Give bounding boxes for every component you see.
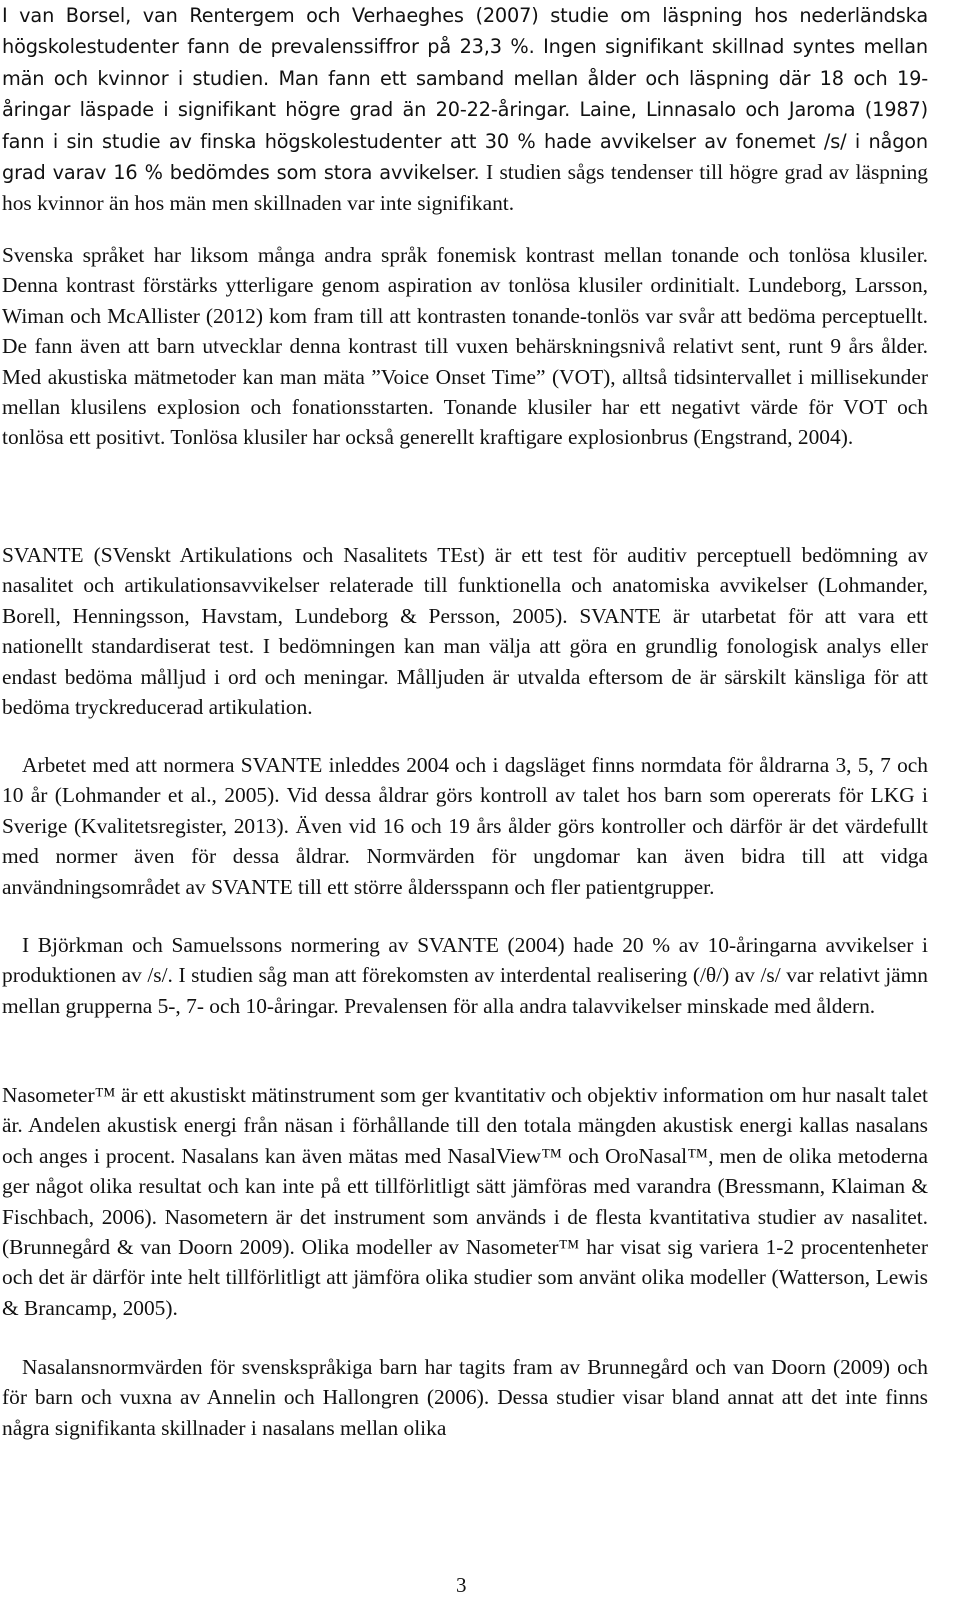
paragraph-prevalence <box>2 0 928 219</box>
paragraph-svante-description: SVANTE (SVenskt Artikulations och Nasalitets TEst) är ett test för auditiv perceptuell bedömning av nasalitet och artikulationsavvikelser relaterade till funktionella och anatomiska avvikelser (Lohmander, Borell, Henningsson, Havstam, Lundeborg & Persson, 2005). SVANTE är utarbetat för att vara ett nationellt standardiserat test. I bedömningen kan man välja att göra en grundlig fonologisk analys eller endast bedöma målljud i ord och meningar. Målljuden är utvalda eftersom de är särskilt känsliga för att bedöma tryckreducerad artikulation. <box>2 543 928 720</box>
paragraph-nasalance-norms: Nasalansnormvärden för svenskspråkiga barn har tagits fram av Brunnegård och van Doorn (2009) och för barn och vuxna av Annelin och Hallongren (2006). Dessa studier visar bland annat att det inte finns några signifikanta skillnader i nasalans mellan olika <box>2 1355 928 1440</box>
paragraph-voicing-contrast: Svenska språket har liksom många andra språk fonemisk kontrast mellan tonande och tonlösa klusiler. Denna kontrast förstärks ytterligare genom aspiration av tonlösa klusiler ordinitialt. Lundeborg, Larsson, Wiman och McAllister (2012) kom fram till att kontrasten tonande-tonlös var svår att bedöma perceptuellt. De fann även att barn utvecklar denna kontrast till vuxen behärskningsnivå relativt sent, runt 9 års ålder. Med akustiska mätmetoder kan man mäta ”Voice Onset Time” (VOT), alltså tidsintervallet i millisekunder mellan klusilens explosion och fonationsstarten. Tonande klusiler har ett negativt värde för VOT och tonlösa ett positivt. Tonlösa klusiler har också generellt kraftigare explosionbrus (Engstrand, 2004). <box>2 243 928 450</box>
paragraph-svante-study: I Björkman och Samuelssons normering av SVANTE (2004) hade 20 % av 10-åringarna avvikelser i produktionen av /s/. I studien såg man att förekomsten av interdental realisering (/θ/) av /s/ var relativt jämn mellan grupperna 5-, 7- och 10-åringar. Prevalensen för alla andra talavvikelser minskade med åldern. <box>2 933 928 1018</box>
paragraph-prevalence-serif-text: I studien sågs tendenser till högre grad av läspning hos kvinnor än hos män men skillnaden var inte signifikant. <box>2 160 929 216</box>
paragraph-prevalence-sans-text: I van Borsel, van Rentergem och Verhaeghes (2007) studie om läspning hos nederländska högskolestudenter fann de prevalenssiffror på 23,3 %. Ingen signifikant skillnad syntes mellan män och kvinnor i studien. Man fann ett samband mellan ålder och läspning där 18 och 19-åringar läspade i signifikant högre grad än 20-22-åringar. Laine, Linnasalo och Jaroma (1987) fann i sin studie av finska högskolestudenter att 30 % hade avvikelser av fonemet /s/ i någon grad varav 16 % bedömdes som stora avvikelser. <box>2 4 928 185</box>
paragraph-svante-norms: Arbetet med att normera SVANTE inleddes 2004 och i dagsläget finns normdata för åldrarna 3, 5, 7 och 10 år (Lohmander et al., 2005). Vid dessa åldrar görs kontroll av talet hos barn som opererats för LKG i Sverige (Kvalitetsregister, 2013). Även vid 16 och 19 års ålder görs kontroller och därför är det värdefullt med normer även för dessa åldrar. Normvärden för ungdomar kan även bidra till att vidga användningsområdet av SVANTE till ett större åldersspann och fler patientgrupper. <box>2 753 928 899</box>
paragraph-nasometer: Nasometer™ är ett akustiskt mätinstrument som ger kvantitativ och objektiv information om hur nasalt talet är. Andelen akustisk energi från näsan i förhållande till den totala mängden akustisk energi kallas nasalans och anges i procent. Nasalans kan även mätas med NasalView™ och OroNasal™, men de olika metoderna ger något olika resultat och kan inte på ett tillförlitligt sätt jämföras med varandra (Bressmann, Klaiman & Fischbach, 2006). Nasometern är det instrument som används i de flesta kvantitativa studier av nasalitet. (Brunnegård & van Doorn 2009). Olika modeller av Nasometer™ har visat sig variera 1-2 procentenheter och det är därför inte helt tillförlitligt att jämföra olika studier som använt olika modeller (Watterson, Lewis & Brancamp, 2005). <box>2 1083 928 1320</box>
page-number: 3 <box>456 1573 467 1597</box>
